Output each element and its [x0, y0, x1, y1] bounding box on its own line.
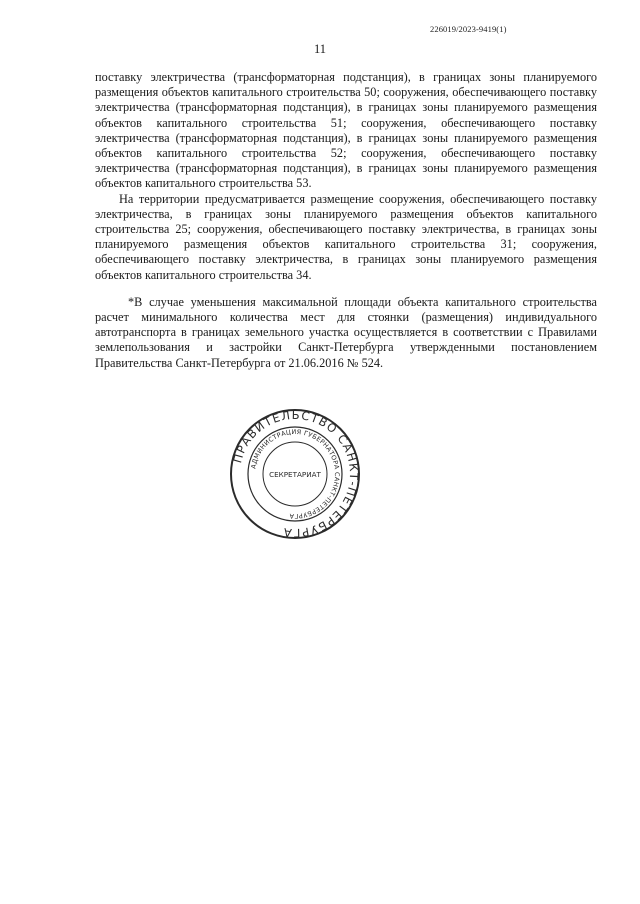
secretariat-seal — [228, 407, 362, 541]
seal-outer-text: ПРАВИТЕЛЬСТВО САНКТ-ПЕТЕРБУРГА — [230, 407, 362, 541]
footnote-paragraph: *В случае уменьшения максимальной площади объекта капитального строительства расчет минимального количества мест для стоянки (размещения) индивидуального автотранспорта в границах земельного участка осуществляется в соответствии с Правилами землепользования и застройки Санкт-Петербурга утвержденными постановлением Правительства Санкт-Петербурга от 21.06.2016 № 524. — [95, 294, 597, 370]
document-number: 226019/2023-9419(1) — [430, 24, 507, 34]
paragraph-continuation: поставку электричества (трансформаторная подстанция), в границах зоны планируемого размещения объектов капитального строительства 50; сооружения, обеспечивающего поставку электричества (трансформаторная подстанция), в границах зоны планируемого размещения объектов капитального строительства 51; сооружения, обеспечивающего поставку электричества (трансформаторная подстанция), в границах зоны планируемого размещения объектов капитального строительства 52; сооружения, обеспечивающего поставку электричества (трансформаторная подстанция), в границах зоны планируемого размещения объектов капитального строительства 53. — [95, 70, 597, 191]
page-number: 11 — [313, 42, 327, 56]
seal-inner-text: АДМИНИСТРАЦИЯ ГУБЕРНАТОРА САНКТ-ПЕТЕРБУРГА — [249, 427, 342, 521]
paragraph-territory: На территории предусматривается размещение сооружения, обеспечивающего поставку электричества, в границах зоны планируемого размещения объектов капитального строительства 25; сооружения, обеспечивающего поставку электричества, в границах зоны планируемого размещения объектов капитального строительства 31; сооружения, обеспечивающего поставку электричества, в границах зоны планируемого размещения объектов капитального строительства 34. — [95, 191, 597, 282]
document-body — [95, 70, 597, 371]
seal-center-text: СЕКРЕТАРИАТ — [269, 470, 321, 479]
